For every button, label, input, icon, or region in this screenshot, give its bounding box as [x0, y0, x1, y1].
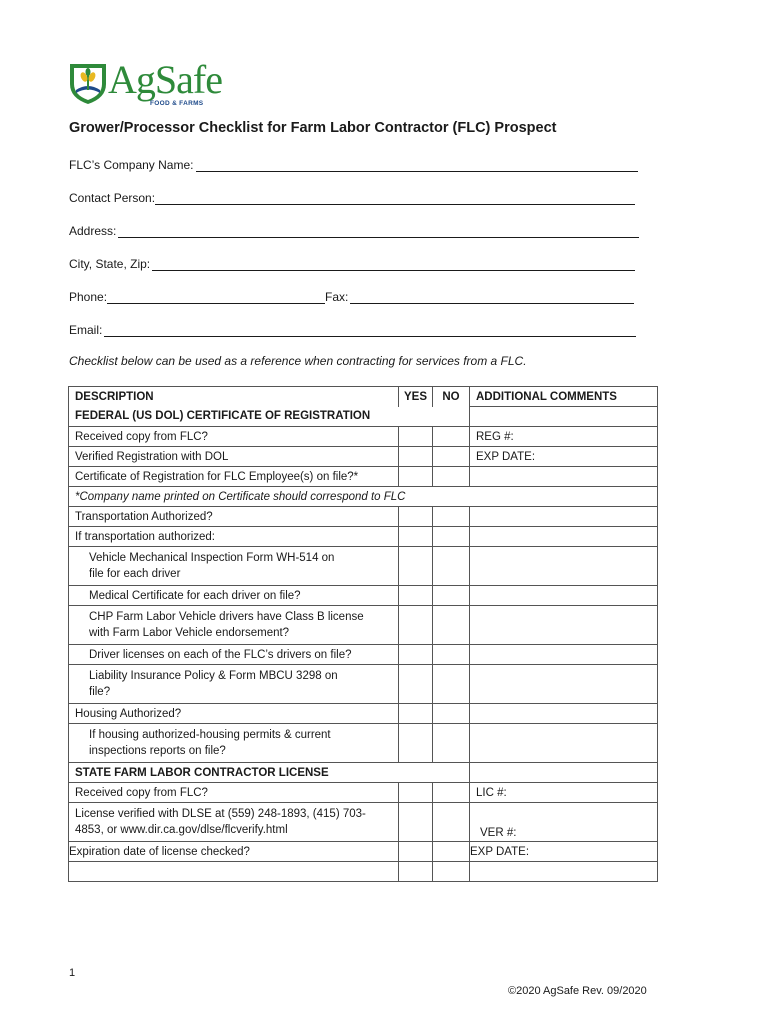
row-label: Transportation Authorized? [69, 507, 399, 527]
row-label: Received copy from FLC? [69, 427, 399, 447]
city-state-zip-label: City, State, Zip: [69, 257, 151, 271]
header-description: DESCRIPTION [69, 387, 399, 407]
city-state-zip-line[interactable] [152, 256, 635, 271]
no-cell[interactable] [433, 586, 470, 606]
no-cell[interactable] [433, 862, 470, 882]
address-field[interactable] [69, 223, 639, 238]
no-cell[interactable] [433, 704, 470, 724]
row-label: Housing Authorized? [69, 704, 399, 724]
email-label: Email: [69, 323, 103, 337]
fax-line[interactable] [350, 289, 634, 304]
logo-text: AgSafe [108, 57, 222, 102]
header-comments: ADDITIONAL COMMENTS [470, 387, 658, 407]
table-row [69, 507, 658, 527]
row-label: Medical Certificate for each driver on file? [69, 586, 399, 606]
comment-cell[interactable] [470, 586, 658, 606]
yes-cell[interactable] [399, 606, 433, 645]
row-label: Certificate of Registration for FLC Employee(s) on file?* [69, 467, 399, 487]
comment-cell[interactable]: EXP DATE: [470, 842, 658, 862]
no-cell[interactable] [433, 665, 470, 704]
yes-cell[interactable] [399, 803, 433, 842]
yes-cell[interactable] [399, 427, 433, 447]
table-row [69, 407, 658, 427]
table-row [69, 842, 658, 862]
agsafe-logo [68, 57, 222, 116]
row-label [69, 665, 399, 704]
no-cell[interactable] [433, 427, 470, 447]
comment-cell[interactable] [470, 507, 658, 527]
row-label [69, 724, 399, 763]
yes-cell[interactable] [399, 586, 433, 606]
row-label-line2: with Farm Labor Vehicle endorsement? [89, 627, 290, 639]
no-cell[interactable] [433, 467, 470, 487]
table-row [69, 783, 658, 803]
row-label-line2: inspections reports on file? [89, 745, 226, 757]
company-name-label: FLC’s Company Name: [69, 158, 194, 172]
yes-cell[interactable] [399, 527, 433, 547]
fax-label: Fax: [325, 290, 349, 304]
section-federal: FEDERAL (US DOL) CERTIFICATE OF REGISTRATION [69, 407, 470, 427]
yes-cell[interactable] [399, 862, 433, 882]
section-state: STATE FARM LABOR CONTRACTOR LICENSE [69, 763, 470, 783]
table-row [69, 487, 658, 507]
table-row [69, 527, 658, 547]
yes-cell[interactable] [399, 665, 433, 704]
row-label-line2: file for each driver [89, 568, 181, 580]
company-name-field[interactable] [69, 157, 638, 172]
no-cell[interactable] [433, 527, 470, 547]
footer-copyright: ©2020 AgSafe Rev. 09/2020 [508, 985, 647, 997]
row-label: If transportation authorized: [69, 527, 399, 547]
no-cell[interactable] [433, 645, 470, 665]
row-label-line1: License verified with DLSE at (559) 248-1893, (415) 703- [75, 808, 366, 820]
table-row [69, 862, 658, 882]
no-cell[interactable] [433, 724, 470, 763]
no-cell[interactable] [433, 842, 470, 862]
row-label: Expiration date of license checked? [69, 842, 399, 862]
comment-cell[interactable] [470, 467, 658, 487]
yes-cell[interactable] [399, 507, 433, 527]
row-note: *Company name printed on Certificate should correspond to FLC [69, 487, 658, 507]
phone-fax-field[interactable] [69, 289, 634, 304]
row-label-line1: Liability Insurance Policy & Form MBCU 3298 on [89, 670, 338, 682]
table-row [69, 447, 658, 467]
no-cell[interactable] [433, 606, 470, 645]
comment-cell[interactable] [470, 527, 658, 547]
checklist-table [68, 386, 658, 882]
row-label-line1: CHP Farm Labor Vehicle drivers have Class B license [89, 611, 364, 623]
yes-cell[interactable] [399, 704, 433, 724]
phone-line[interactable] [107, 289, 325, 304]
table-row [69, 724, 658, 763]
table-row [69, 547, 658, 586]
table-row [69, 586, 658, 606]
address-line[interactable] [118, 223, 639, 238]
page-number: 1 [69, 967, 76, 979]
table-row [69, 467, 658, 487]
no-cell[interactable] [433, 803, 470, 842]
table-row [69, 665, 658, 704]
comment-cell[interactable]: VER #: [470, 803, 658, 842]
table-row [69, 606, 658, 645]
row-label: Verified Registration with DOL [69, 447, 399, 467]
address-label: Address: [69, 224, 117, 238]
comment-cell[interactable] [470, 665, 658, 704]
page-title: Grower/Processor Checklist for Farm Labor Contractor (FLC) Prospect [69, 120, 557, 136]
row-label [69, 606, 399, 645]
checklist-note: Checklist below can be used as a reference when contracting for services from a FLC. [69, 354, 527, 368]
no-cell[interactable] [433, 507, 470, 527]
comment-cell[interactable]: LIC #: [470, 783, 658, 803]
company-name-line[interactable] [196, 157, 638, 172]
email-line[interactable] [104, 322, 636, 337]
yes-cell[interactable] [399, 783, 433, 803]
table-row [69, 763, 658, 783]
row-label: Received copy from FLC? [69, 783, 399, 803]
row-label-line2: file? [89, 686, 111, 698]
row-label [69, 862, 399, 882]
shield-icon [68, 60, 108, 106]
email-field[interactable] [69, 322, 636, 337]
table-header-row [69, 387, 658, 407]
yes-cell[interactable] [399, 645, 433, 665]
comment-cell[interactable]: REG #: [470, 427, 658, 447]
comment-cell[interactable] [470, 763, 658, 783]
comment-cell[interactable]: EXP DATE: [470, 447, 658, 467]
table-row [69, 427, 658, 447]
phone-label: Phone: [69, 290, 108, 304]
header-no: NO [433, 387, 470, 407]
city-state-zip-field[interactable] [69, 256, 635, 271]
contact-person-line[interactable] [155, 190, 635, 205]
row-label-line2: 4853, or www.dir.ca.gov/dlse/flcverify.html [75, 824, 288, 836]
logo-subtitle: FOOD & FARMS [150, 100, 204, 107]
header-yes: YES [399, 387, 433, 407]
no-cell[interactable] [433, 783, 470, 803]
no-cell[interactable] [433, 547, 470, 586]
yes-cell[interactable] [399, 842, 433, 862]
yes-cell[interactable] [399, 467, 433, 487]
row-label [69, 803, 399, 842]
table-row [69, 704, 658, 724]
row-label [69, 547, 399, 586]
comment-cell[interactable] [470, 547, 658, 586]
comment-cell[interactable] [470, 645, 658, 665]
yes-cell[interactable] [399, 447, 433, 467]
row-label: Driver licenses on each of the FLC’s drivers on file? [69, 645, 399, 665]
comment-cell[interactable] [470, 724, 658, 763]
contact-person-label: Contact Person: [69, 191, 156, 205]
comment-cell[interactable] [470, 407, 658, 427]
table-row [69, 803, 658, 842]
row-label-line1: If housing authorized-housing permits & current [89, 729, 331, 741]
comment-cell[interactable] [470, 704, 658, 724]
comment-cell[interactable] [470, 862, 658, 882]
comment-cell[interactable] [470, 606, 658, 645]
row-label-line1: Vehicle Mechanical Inspection Form WH-514 on [89, 552, 335, 564]
yes-cell[interactable] [399, 547, 433, 586]
yes-cell[interactable] [399, 724, 433, 763]
table-row [69, 645, 658, 665]
contact-person-field[interactable] [69, 190, 635, 205]
no-cell[interactable] [433, 447, 470, 467]
